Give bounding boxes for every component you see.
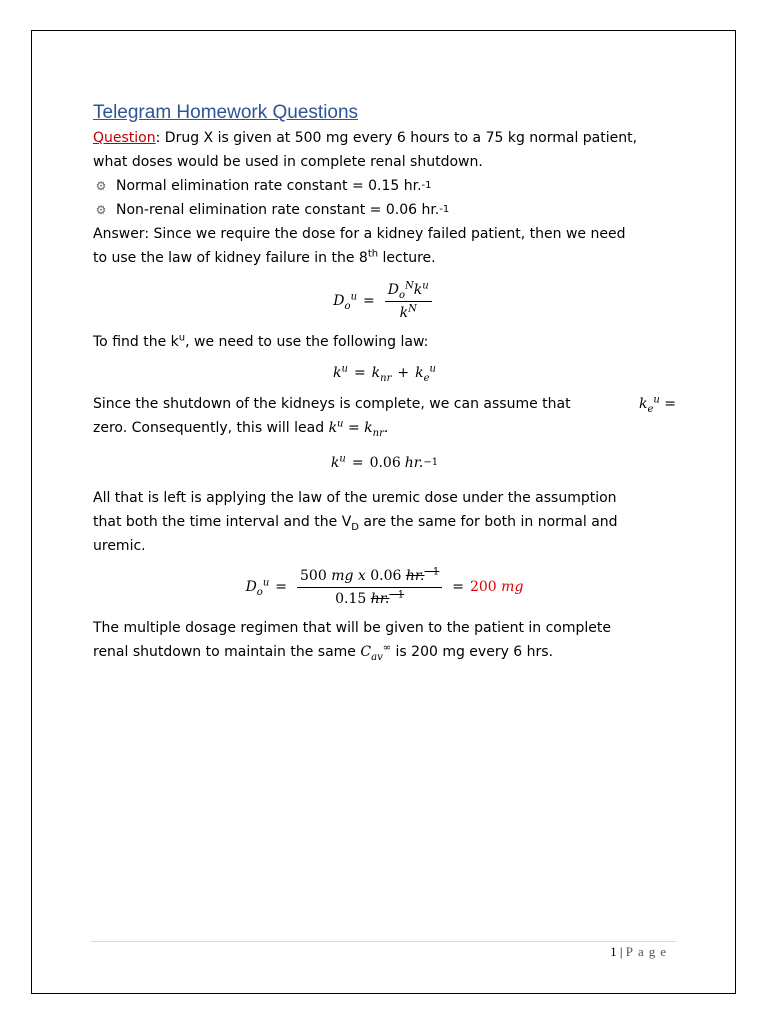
find-ku-text: To find the k [93,334,179,350]
bullet-nonrenal-rate: ⚙ Non-renal elimination rate constant = 0.06 hr. -1 [93,198,676,222]
all-left-text: that both the time interval and the V [93,514,352,530]
equation-ku-value: $k^u$ = 0.06 hr. −1 [93,440,676,486]
answer-sup: th [367,248,379,260]
vd-sub: D [351,521,359,533]
result-value: 200 mg [469,579,524,595]
answer-text-end: lecture. [378,250,436,266]
shutdown-line-1: Since the shutdown of the kidneys is complete, we can assume that $k_e^u$ = [93,392,676,416]
all-left-text-end: are the same for both in normal and [358,514,618,530]
answer-line-2 [93,246,676,270]
ku-value: 0.06 [369,455,401,471]
equation-ku-sum: $k^u$ = $k_{nr}$ + $k_e^u$ [333,363,436,384]
footer-separator: | [619,944,623,959]
conclusion-line-2: renal shutdown to maintain the same $C_{av}^\infty$ is 200 mg every 6 hrs. [93,642,554,663]
gear-bullet-icon: ⚙ [95,203,107,217]
equation-uremic-dose-law: $D_o^u$ = $\frac{D_o^Nk^u}{k^N}$ [93,272,676,330]
all-left-line-3: uremic. [93,538,146,554]
all-left-line-2 [93,510,676,534]
eq-num-b: 0.06 [370,567,402,584]
document-body [93,100,676,664]
bullet-text: Normal elimination rate constant = 0.15 hr. [116,178,422,194]
eq-den-a: 0.15 [335,590,367,607]
all-left-line-1: All that is left is applying the law of the uremic dose under the assumption [93,490,617,506]
shutdown-text-2: zero. Consequently, this will lead [93,420,325,436]
conclusion-text: renal shutdown to maintain the same [93,644,356,660]
page-label: Page [625,944,671,959]
conclusion-text-end: is 200 mg every 6 hrs. [391,644,554,660]
shutdown-equals: = [664,396,676,412]
find-ku-text-end: , we need to use the following law: [185,334,429,350]
bullet-normal-rate: ⚙ Normal elimination rate constant = 0.15 hr. -1 [93,174,676,198]
answer-text: to use the law of kidney failure in the 8 [93,250,368,266]
find-ku-line [93,330,676,354]
conclusion-line-1: The multiple dosage regimen that will be given to the patient in complete [93,620,611,636]
question-line-1 [93,126,676,150]
question-label: Question [93,130,156,146]
shutdown-line-2: zero. Consequently, this will lead $k^u = k_{nr}$. [93,418,389,439]
equation-uremic-dose-result: $D_o^u$ = $\frac{500 mg x 0.06 hr.^{-1}}{0.15 hr.^{-1}}$ = 200 mg [245,565,524,607]
question-line-2: what doses would be used in complete renal shutdown. [93,154,483,170]
find-ku-sup: u [178,332,186,344]
answer-line-1: Answer: Since we require the dose for a kidney failed patient, then we need [93,226,626,242]
gear-bullet-icon: ⚙ [95,179,107,193]
page-number: 1 [610,944,617,959]
footer-divider [91,941,676,942]
bullet-text: Non-renal elimination rate constant = 0.06 hr. [116,202,440,218]
page-footer [610,944,671,960]
page-title: Telegram Homework Questions [93,102,359,123]
result-number: 200 [469,579,497,595]
shutdown-text: Since the shutdown of the kidneys is complete, we can assume that [93,396,571,412]
eq-num-a: 500 [300,567,327,584]
question-text-1: : Drug X is given at 500 mg every 6 hours to a 75 kg normal patient, [155,130,638,146]
